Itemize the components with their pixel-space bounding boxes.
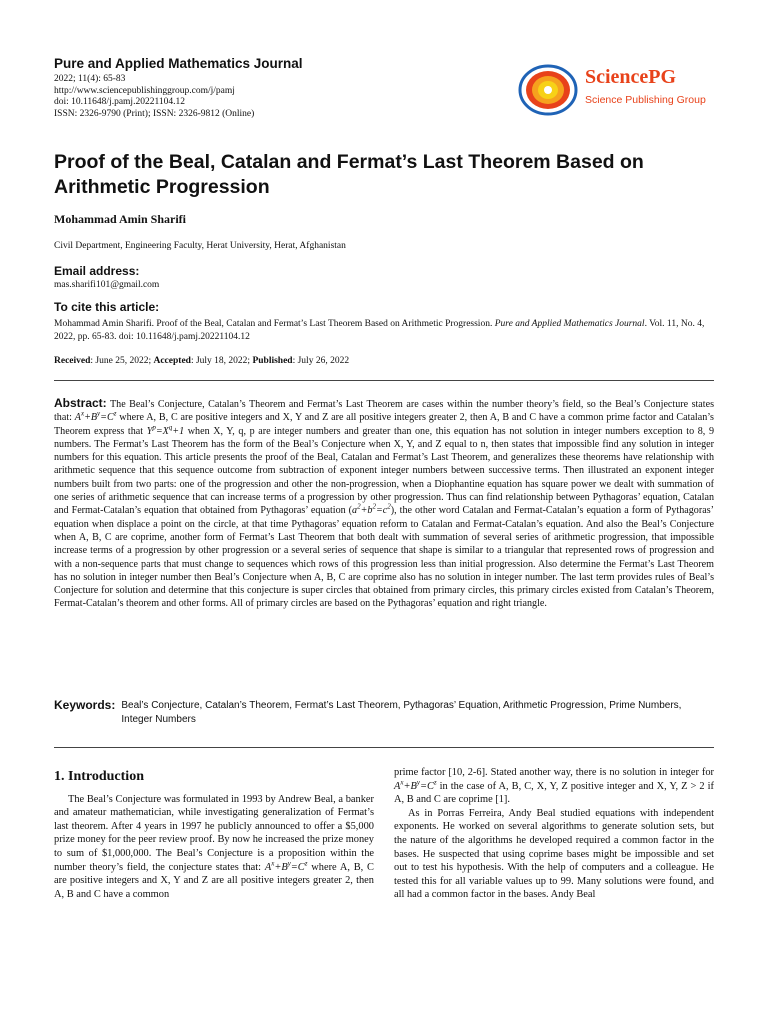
journal-name: Pure and Applied Mathematics Journal (54, 56, 303, 71)
journal-url[interactable]: http://www.sciencepublishinggroup.com/j/pamj (54, 85, 235, 96)
keywords-list: Beal’s Conjecture, Catalan’s Theorem, Fermat’s Last Theorem, Pythagoras’ Equation, Arithmetic Progression, Prime Numbers, Integer Numbers (121, 700, 682, 725)
paragraph-text: in the case of A, B, C, X, Y, Z positive integer and X, Y, Z > 2 if A, B and C are coprime [1]. (394, 780, 714, 806)
sciencepg-logo-icon (515, 60, 581, 120)
abstract-text: when X, Y, q, p are integer numbers and greater than one, this equation has not solution in integer numbers exception to 8, 9 numbers. The Fermat’s Last Theorem has the form of the Beal’s Conjecture when X, Y, and Z equal to n, then states that impossible find any solution in integer numbers for this equation. This article presents the proof of the Beal, Catalan and Fermat’s Last Theorem, and generalizes these theorems have relationship with arithmetic sequence that this sequence outcome from subtraction of exponent integer numbers between successive terms. Then illustrated an exponent integer numbers built from two parts: one of the progression and other the non-progression, when a Diophantine equation has square power we dealt with summation of one series of arithmetic sequence that can increase terms of a progression by other progression. Thus can find relationship between Pythagoras’ equation, Catalan and Fermat-Catalan’s equation that obtained from Pythagoras’ equation ( (54, 425, 714, 517)
paragraph-text: As in Porras Ferreira, Andy Beal studied equations with independent exponents. He worked on several algorithms to generate solution sets, but the nature of the algorithms he developed required a common factor in the bases. He suspected that using coprime bases might be impossible and set out to test his hypothesis. With the help of computers and a colleague. He tested this for all variable values up to 99. Many solutions were found, and all had a common factor in the bases. Andy Beal (394, 807, 714, 901)
volume-info: 2022; 11(4): 65-83 (54, 74, 126, 84)
divider (54, 380, 714, 381)
article-dates (54, 356, 349, 366)
body-column-right (394, 766, 714, 902)
paragraph (394, 807, 714, 902)
formula: $A^x+B^y=C^z$ (74, 409, 117, 424)
accepted-label: Accepted (153, 356, 191, 366)
abstract-text: ), the other word Catalan and Fermat-Catalan’s equation a form of Pythagoras’ equation when displace a point on the circle, at that time Pythagoras’ equation reform to Catalan and Fermat-Catalan’s equation. And also the Beal’s Conjecture when A, B, C are coprime, another form of Fermat’s Last Theorem that both dealt with summation of several series of arithmetic progression, that impossible increase terms of a progression by other progression or a several series of sequence that shape is similar to a triangular that represented rows of progression and with a non-sequence parts that must change to sequences which rows of this progression less than initial progression. Also determine the Fermat’s Last Theorem has no solution in integer number then Beal’s Conjecture when A, B, C are coprime also has no solution in integer number. The last term provides rules of Beal’s Conjecture for solution and determine that this conjecture is super circles that obtained from primary circles, this primary circles existed from Catalan’s Theorem, Fermat-Catalan’s theorem and other forms. All of primary circles are based on the Pythagoras’ equation and right triangle. (54, 505, 714, 610)
section-heading: 1. Introduction (54, 769, 144, 784)
received-label: Received (54, 356, 91, 366)
abstract (54, 397, 714, 611)
citation-part: . Vol. 11, No. 4, 2022, pp. 65-83. doi: 10.11648/j.pamj.20221104.12 (54, 319, 705, 342)
abstract-text: where A, B, C are positive integers and X, Y and Z are all positive integers greater 2, then A, B and C have a common prime factor and Catalan’s Theorem express that (54, 412, 714, 437)
published-label: Published (252, 356, 293, 366)
author-affiliation: Civil Department, Engineering Faculty, Herat University, Herat, Afghanistan (54, 241, 346, 251)
paragraph-text: The Beal’s Conjecture was formulated in 1993 by Andrew Beal, a banker and amateur mathematician, while investigating generalization of Fermat’s last theorem. After 4 years in 1997 he publicly announced to offer a $5,000 prize money for the peer review proof. By now he increased the prize money to sum of $1,000,000. The Beal’s Conjecture is a proposition within the number theory’s field, the conjecture states that: (54, 793, 374, 873)
formula: $A^x+B^y=C^z$ (264, 859, 308, 873)
keywords-label: Keywords: (54, 698, 116, 712)
author-name: Mohammad Amin Sharifi (54, 212, 187, 226)
accepted-date: : July 18, 2022; (190, 356, 253, 366)
logo-subtitle: Science Publishing Group (585, 94, 706, 106)
published-date: : July 26, 2022 (292, 356, 350, 366)
email-heading: Email address: (54, 264, 140, 278)
divider (54, 747, 714, 748)
paragraph (394, 766, 714, 807)
doi: doi: 10.11648/j.pamj.20221104.12 (54, 97, 185, 107)
abstract-label: Abstract: (54, 396, 107, 410)
body-column-left (54, 764, 374, 901)
paragraph (54, 793, 374, 902)
abstract-text: The Beal’s Conjecture, Catalan’s Theorem and Fermat’s Last Theorem are cases within the number theory’s field, so the Beal’s Conjecture states that: (54, 399, 714, 424)
formula: $Y^p=X^q+1$ (146, 423, 185, 437)
formula: $a^2+b^2=c^2$ (352, 503, 391, 517)
formula: $A^x+B^y=C^z$ (394, 778, 437, 792)
sciencepg-logo (515, 60, 715, 120)
logo-brand: SciencePG (585, 66, 677, 88)
citation-part: Mohammad Amin Sharifi. Proof of the Beal, Catalan and Fermat’s Last Theorem Based on Arithmetic Progression. (54, 319, 495, 329)
received-date: : June 25, 2022; (90, 356, 154, 366)
citation-journal: Pure and Applied Mathematics Journal (494, 319, 645, 329)
email-address[interactable]: mas.sharifi101@gmail.com (54, 280, 160, 290)
citation (54, 318, 714, 344)
paragraph-text: prime factor [10, 2-6]. Stated another way, there is no solution in integer for (394, 767, 714, 778)
article-title: Proof of the Beal, Catalan and Fermat’s Last Theorem Based on Arithmetic Progression (54, 151, 644, 198)
issn: ISSN: 2326-9790 (Print); ISSN: 2326-9812 (Online) (54, 108, 255, 119)
cite-heading: To cite this article: (54, 300, 160, 314)
keywords (54, 699, 714, 726)
paragraph-text: where A, B, C are positive integers and X, Y and Z are all positive integers greater 2, then A, B and C have a common (54, 861, 374, 900)
